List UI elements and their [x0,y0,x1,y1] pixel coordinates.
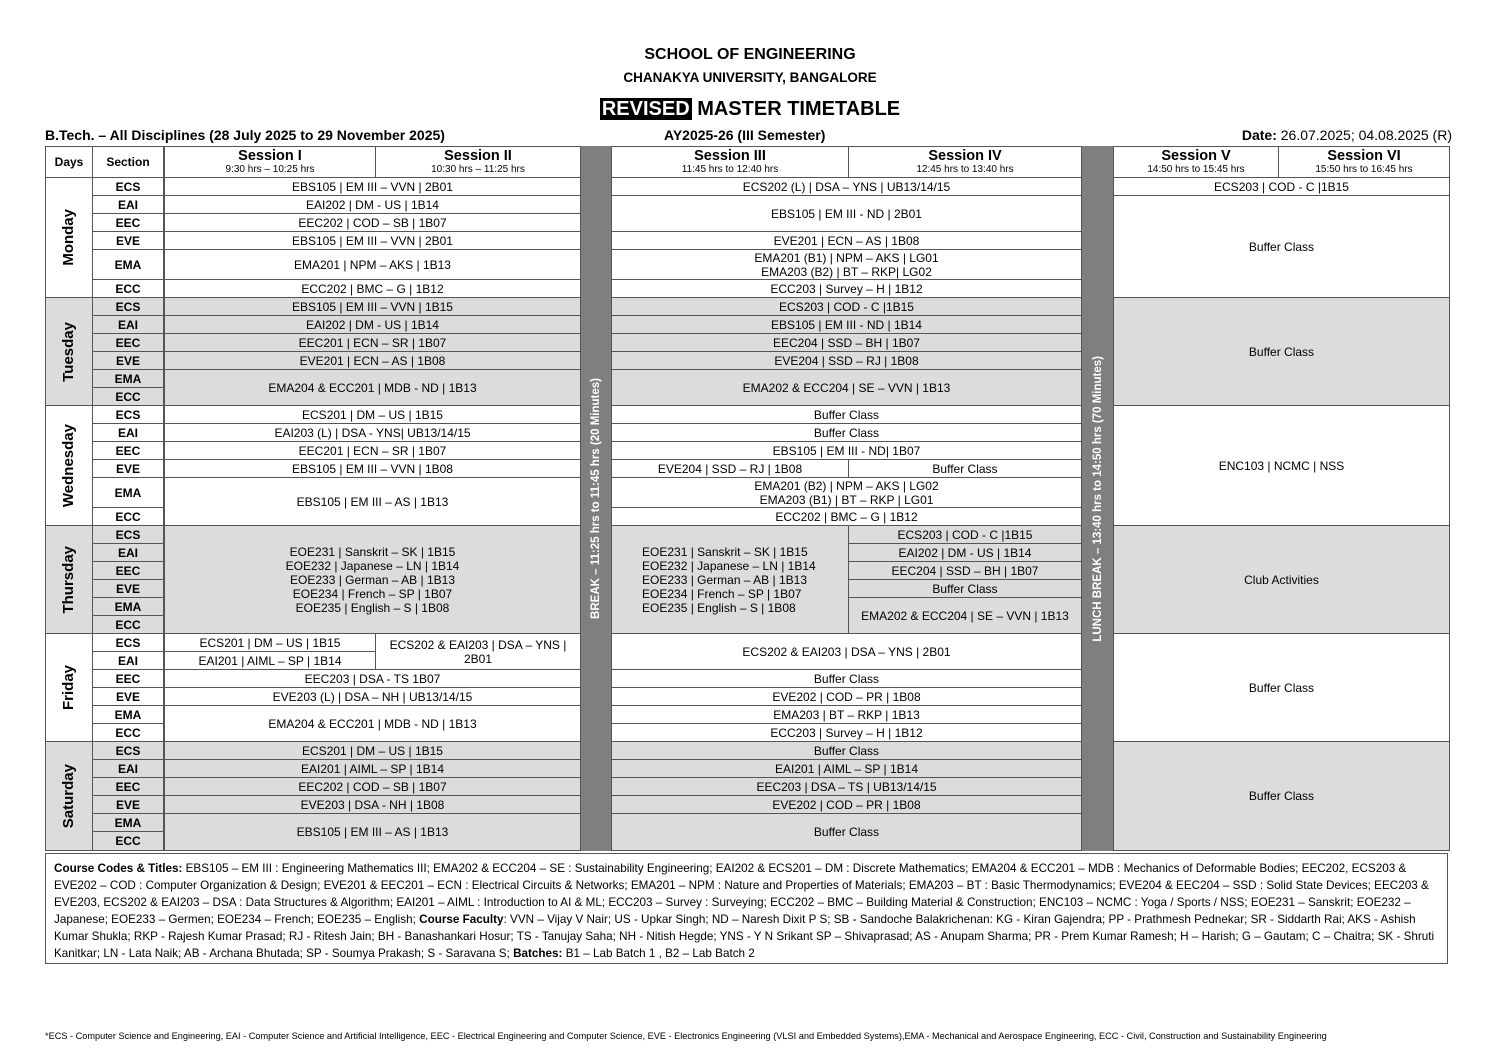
class-cell: EVE202 | COD – PR | 1B08 [611,687,1082,706]
section-label: EVE [92,231,164,250]
class-cell: Buffer Class [848,459,1082,478]
class-cell: ENC103 | NCMC | NSS [1113,405,1450,526]
page-title [0,98,1500,121]
day-thursday: Thursday [45,525,93,634]
class-cell: EBS105 | EM III - ND | 1B14 [611,315,1082,334]
section-label: ECS [92,741,164,760]
class-cell: EVE201 | ECN – AS | 1B08 [164,351,581,370]
class-cell: Buffer Class [611,423,1082,442]
section-label: EAI [92,651,164,670]
section-label: EMA [92,597,164,616]
session-5-header: Session V 14:50 hrs to 15:45 hrs [1113,146,1279,178]
class-cell: ECS203 | COD - C |1B15 [848,525,1082,544]
class-cell: ECS202 (L) | DSA – YNS | UB13/14/15 [611,177,1082,196]
class-cell: Buffer Class [611,741,1082,760]
class-cell: EMA202 & ECC204 | SE – VVN | 1B13 [611,369,1082,406]
class-cell: ECS203 | COD - C |1B15 [611,297,1082,316]
class-cell: EEC201 | ECN – SR | 1B07 [164,333,581,352]
section-label: ECC [92,615,164,634]
class-cell: ECS202 & EAI203 | DSA – YNS | 2B01 [375,633,581,670]
class-cell: Buffer Class [611,813,1082,851]
class-cell: EBS105 | EM III – VVN | 1B15 [164,297,581,316]
class-cell: EEC203 | DSA – TS | UB13/14/15 [611,777,1082,796]
class-cell: ECC202 | BMC – G | 1B12 [611,507,1082,526]
class-cell: EBS105 | EM III - ND | 2B01 [611,195,1082,232]
section-label: EAI [92,423,164,442]
class-cell: EEC204 | SSD – BH | 1B07 [848,561,1082,580]
notes-faculty-label: Course Faculty [419,913,504,926]
class-cell: ECS201 | DM – US | 1B15 [164,633,376,652]
section-label: EEC [92,213,164,232]
course-notes [45,853,1448,964]
class-cell: Buffer Class [1113,297,1450,406]
section-label: EMA [92,477,164,508]
class-cell: ECC203 | Survey – H | 1B12 [611,723,1082,742]
notes-batches-label: Batches: [513,947,563,960]
timetable-grid [45,146,1450,851]
class-cell: EEC204 | SSD – BH | 1B07 [611,333,1082,352]
class-cell: EAI201 | AIML – SP | 1B14 [611,759,1082,778]
class-cell: EMA201 (B1) | NPM – AKS | LG01 EMA203 (B2) | BT – RKP| LG02 [611,249,1082,280]
class-cell: Buffer Class [611,669,1082,688]
class-cell: Buffer Class [1113,741,1450,851]
class-cell: EVE203 | DSA - NH | 1B08 [164,795,581,814]
class-cell: EVE203 (L) | DSA – NH | UB13/14/15 [164,687,581,706]
class-cell: EVE201 | ECN – AS | 1B08 [611,231,1082,250]
class-cell: EVE204 | SSD – RJ | 1B08 [611,459,849,478]
section-label: EVE [92,687,164,706]
day-friday: Friday [45,633,93,742]
session-1-header: Session I 9:30 hrs – 10:25 hrs [164,146,376,178]
section-label: ECC [92,279,164,298]
section-label: EVE [92,795,164,814]
class-cell: EBS105 | EM III – VVN | 1B08 [164,459,581,478]
class-cell: Buffer Class [1113,633,1450,742]
footnote: *ECS - Computer Science and Engineering, EAI - Computer Science and Artificial Intelligence, EEC - Electrical Engineering and Computer Science, EVE - Electronics Engineering (VLSI and Embedded Systems),EMA - Mechanical and Aerospace Engineering, ECC - Civil, Construction and Sustainability Engineering [45,1031,1327,1041]
class-cell: EAI202 | DM - US | 1B14 [164,315,581,334]
notes-course-label: Course Codes & Titles: [54,862,183,875]
class-cell: EBS105 | EM III – AS | 1B13 [164,477,581,526]
class-cell: EMA201 | NPM – AKS | 1B13 [164,249,581,280]
section-label: EVE [92,579,164,598]
class-cell: EBS105 | EM III – VVN | 2B01 [164,231,581,250]
section-label: ECC [92,723,164,742]
class-cell: EAI201 | AIML – SP | 1B14 [164,651,376,670]
class-cell: EEC201 | ECN – SR | 1B07 [164,441,581,460]
title-highlight: REVISED [601,98,690,120]
notes-batches-text: B1 – Lab Batch 1 , B2 – Lab Batch 2 [562,947,755,960]
class-cell: EAI202 | DM - US | 1B14 [164,195,581,214]
class-cell: ECC203 | Survey – H | 1B12 [611,279,1082,298]
title-rest: MASTER TIMETABLE [691,98,901,120]
session-3-header: Session III 11:45 hrs to 12:40 hrs [611,146,849,178]
days-header: Days [45,146,93,178]
class-cell: EMA204 & ECC201 | MDB - ND | 1B13 [164,705,581,742]
school-name: SCHOOL OF ENGINEERING [644,46,856,63]
section-label: ECS [92,177,164,196]
session-4-header: Session IV 12:45 hrs to 13:40 hrs [848,146,1082,178]
class-cell: ECS201 | DM – US | 1B15 [164,741,581,760]
date-value: 26.07.2025; 04.08.2025 (R) [1276,127,1452,143]
class-cell: EEC202 | COD – SB | 1B07 [164,213,581,232]
class-cell: ECC202 | BMC – G | 1B12 [164,279,581,298]
class-cell: EVE204 | SSD – RJ | 1B08 [611,351,1082,370]
day-monday: Monday [45,177,93,298]
section-label: EMA [92,813,164,832]
section-label: ECS [92,633,164,652]
class-cell: ECS202 & EAI203 | DSA – YNS | 2B01 [611,633,1082,670]
class-cell: EMA202 & ECC204 | SE – VVN | 1B13 [848,597,1082,634]
day-saturday: Saturday [45,741,93,851]
section-label: EMA [92,369,164,388]
class-cell: EAI201 | AIML – SP | 1B14 [164,759,581,778]
class-cell: EBS105 | EM III - ND| 1B07 [611,441,1082,460]
section-label: EMA [92,249,164,280]
class-cell: EOE231 | Sanskrit – SK | 1B15 EOE232 | Japanese – LN | 1B14 EOE233 | German – AB | 1B13 EOE234 | French – SP | 1B07 EOE235 | English – S | 1B08 [611,525,849,634]
section-label: EEC [92,441,164,460]
class-cell: EVE202 | COD – PR | 1B08 [611,795,1082,814]
class-cell: ECS203 | COD - C |1B15 [1113,177,1450,196]
class-cell: Buffer Class [611,405,1082,424]
section-label: ECS [92,297,164,316]
section-label: EMA [92,705,164,724]
section-label: ECC [92,831,164,851]
section-label: ECC [92,507,164,526]
class-cell: ECS201 | DM – US | 1B15 [164,405,581,424]
class-cell: EBS105 | EM III – VVN | 2B01 [164,177,581,196]
class-cell: EAI202 | DM - US | 1B14 [848,543,1082,562]
section-label: EAI [92,195,164,214]
section-label: EVE [92,459,164,478]
class-cell: EMA201 (B2) | NPM – AKS | LG02 EMA203 (B1) | BT – RKP | LG01 [611,477,1082,508]
section-label: EAI [92,315,164,334]
notes-faculty-text: : VVN – Vijay V Nair; US - Upkar Singh; ND – Naresh Dixit P S; SB - Sandoche Balakrichenan: KG - Kiran Gajendra; PP - Prathmesh Pednekar; SR - Siddarth Rai; AKS - Ashish Kumar Shukla; RKP - Rajesh Kumar Prasad; RJ - Ritesh Jain; BH - Banashankari Hosur; TS - Tanujay Saha; NH - Nitish Hegde; YNS - Y N Srikant SP – Shivaprasad; AS - Anupam Sharma; PR - Prem Kumar Ramesh; H – Harish; G – Gautam; C – Chaitra; SK - Shruti Kanitkar; LN - Lata Naik; AB - Archana Bhutada; SP - Soumya Prakash; S - Saravana S; [54,913,1435,960]
section-label: EEC [92,669,164,688]
section-label: EAI [92,759,164,778]
class-cell: EOE231 | Sanskrit – SK | 1B15 EOE232 | Japanese – LN | 1B14 EOE233 | German – AB | 1B13 EOE234 | French – SP | 1B07 EOE235 | English – S | 1B08 [164,525,581,634]
class-cell: EMA203 | BT – RKP | 1B13 [611,705,1082,724]
class-cell: Buffer Class [1113,195,1450,298]
academic-year: AY2025-26 (III Semester) [664,127,826,143]
session-6-header: Session VI 15:50 hrs to 16:45 hrs [1278,146,1450,178]
section-label: ECS [92,525,164,544]
lunch-break-column: LUNCH BREAK – 13:40 hrs to 14:50 hrs (70 Minutes) [1082,146,1113,851]
class-cell: EEC203 | DSA - TS 1B07 [164,669,581,688]
timetable-date [1242,127,1452,143]
notes-course-text: EBS105 – EM III : Engineering Mathematics III; EMA202 & ECC204 – SE : Sustainability Engineering; EAI202 & ECS201 – DM : Discrete Mathematics; EMA204 & ECC201 – MDB : Mechanics of Deformable Bodies; EEC202, ECS203 & EVE202 – COD : Computer Organization & Design; EVE201 & EEC201 – ECN : Electrical Circuits & Networks; EMA201 – NPM : Nature and Properties of Materials; EMA203 – BT : Basic Thermodynamics; EVE204 & EEC204 – SSD : Solid State Devices; EEC203 & EVE203, ECS202 & EAI203 – DSA : Data Structures & Algorithm; EAI201 – AIML : Introduction to AI & ML; ECC203 – Survey : Surveying; ECC202 – BMC – Building Material & Construction; ENC103 – NCMC : Yoga / Sports / NSS; EOE231 – Sanskrit; EOE232 – Japanese; EOE233 – Germen; EOE234 – French; EOE235 – English; [54,862,1429,926]
section-label: EEC [92,561,164,580]
section-label: EEC [92,777,164,796]
section-label: ECS [92,405,164,424]
program-line: B.Tech. – All Disciplines (28 July 2025 to 29 November 2025) [45,127,445,143]
class-cell: EMA204 & ECC201 | MDB - ND | 1B13 [164,369,581,406]
class-cell: EBS105 | EM III – AS | 1B13 [164,813,581,851]
session-2-header: Session II 10:30 hrs – 11:25 hrs [375,146,581,178]
university-name: CHANAKYA UNIVERSITY, BANGALORE [623,70,877,85]
day-tuesday: Tuesday [45,297,93,406]
section-label: EVE [92,351,164,370]
section-label: EAI [92,543,164,562]
section-label: EEC [92,333,164,352]
date-label: Date: [1241,127,1277,143]
class-cell: EAI203 (L) | DSA - YNS| UB13/14/15 [164,423,581,442]
section-header: Section [92,146,164,178]
short-break-column: BREAK – 11:25 hrs to 11:45 hrs (20 Minutes) [581,146,611,851]
class-cell: Club Activities [1113,525,1450,634]
section-label: ECC [92,387,164,406]
class-cell: EEC202 | COD – SB | 1B07 [164,777,581,796]
class-cell: Buffer Class [848,579,1082,598]
day-wednesday: Wednesday [45,405,93,526]
